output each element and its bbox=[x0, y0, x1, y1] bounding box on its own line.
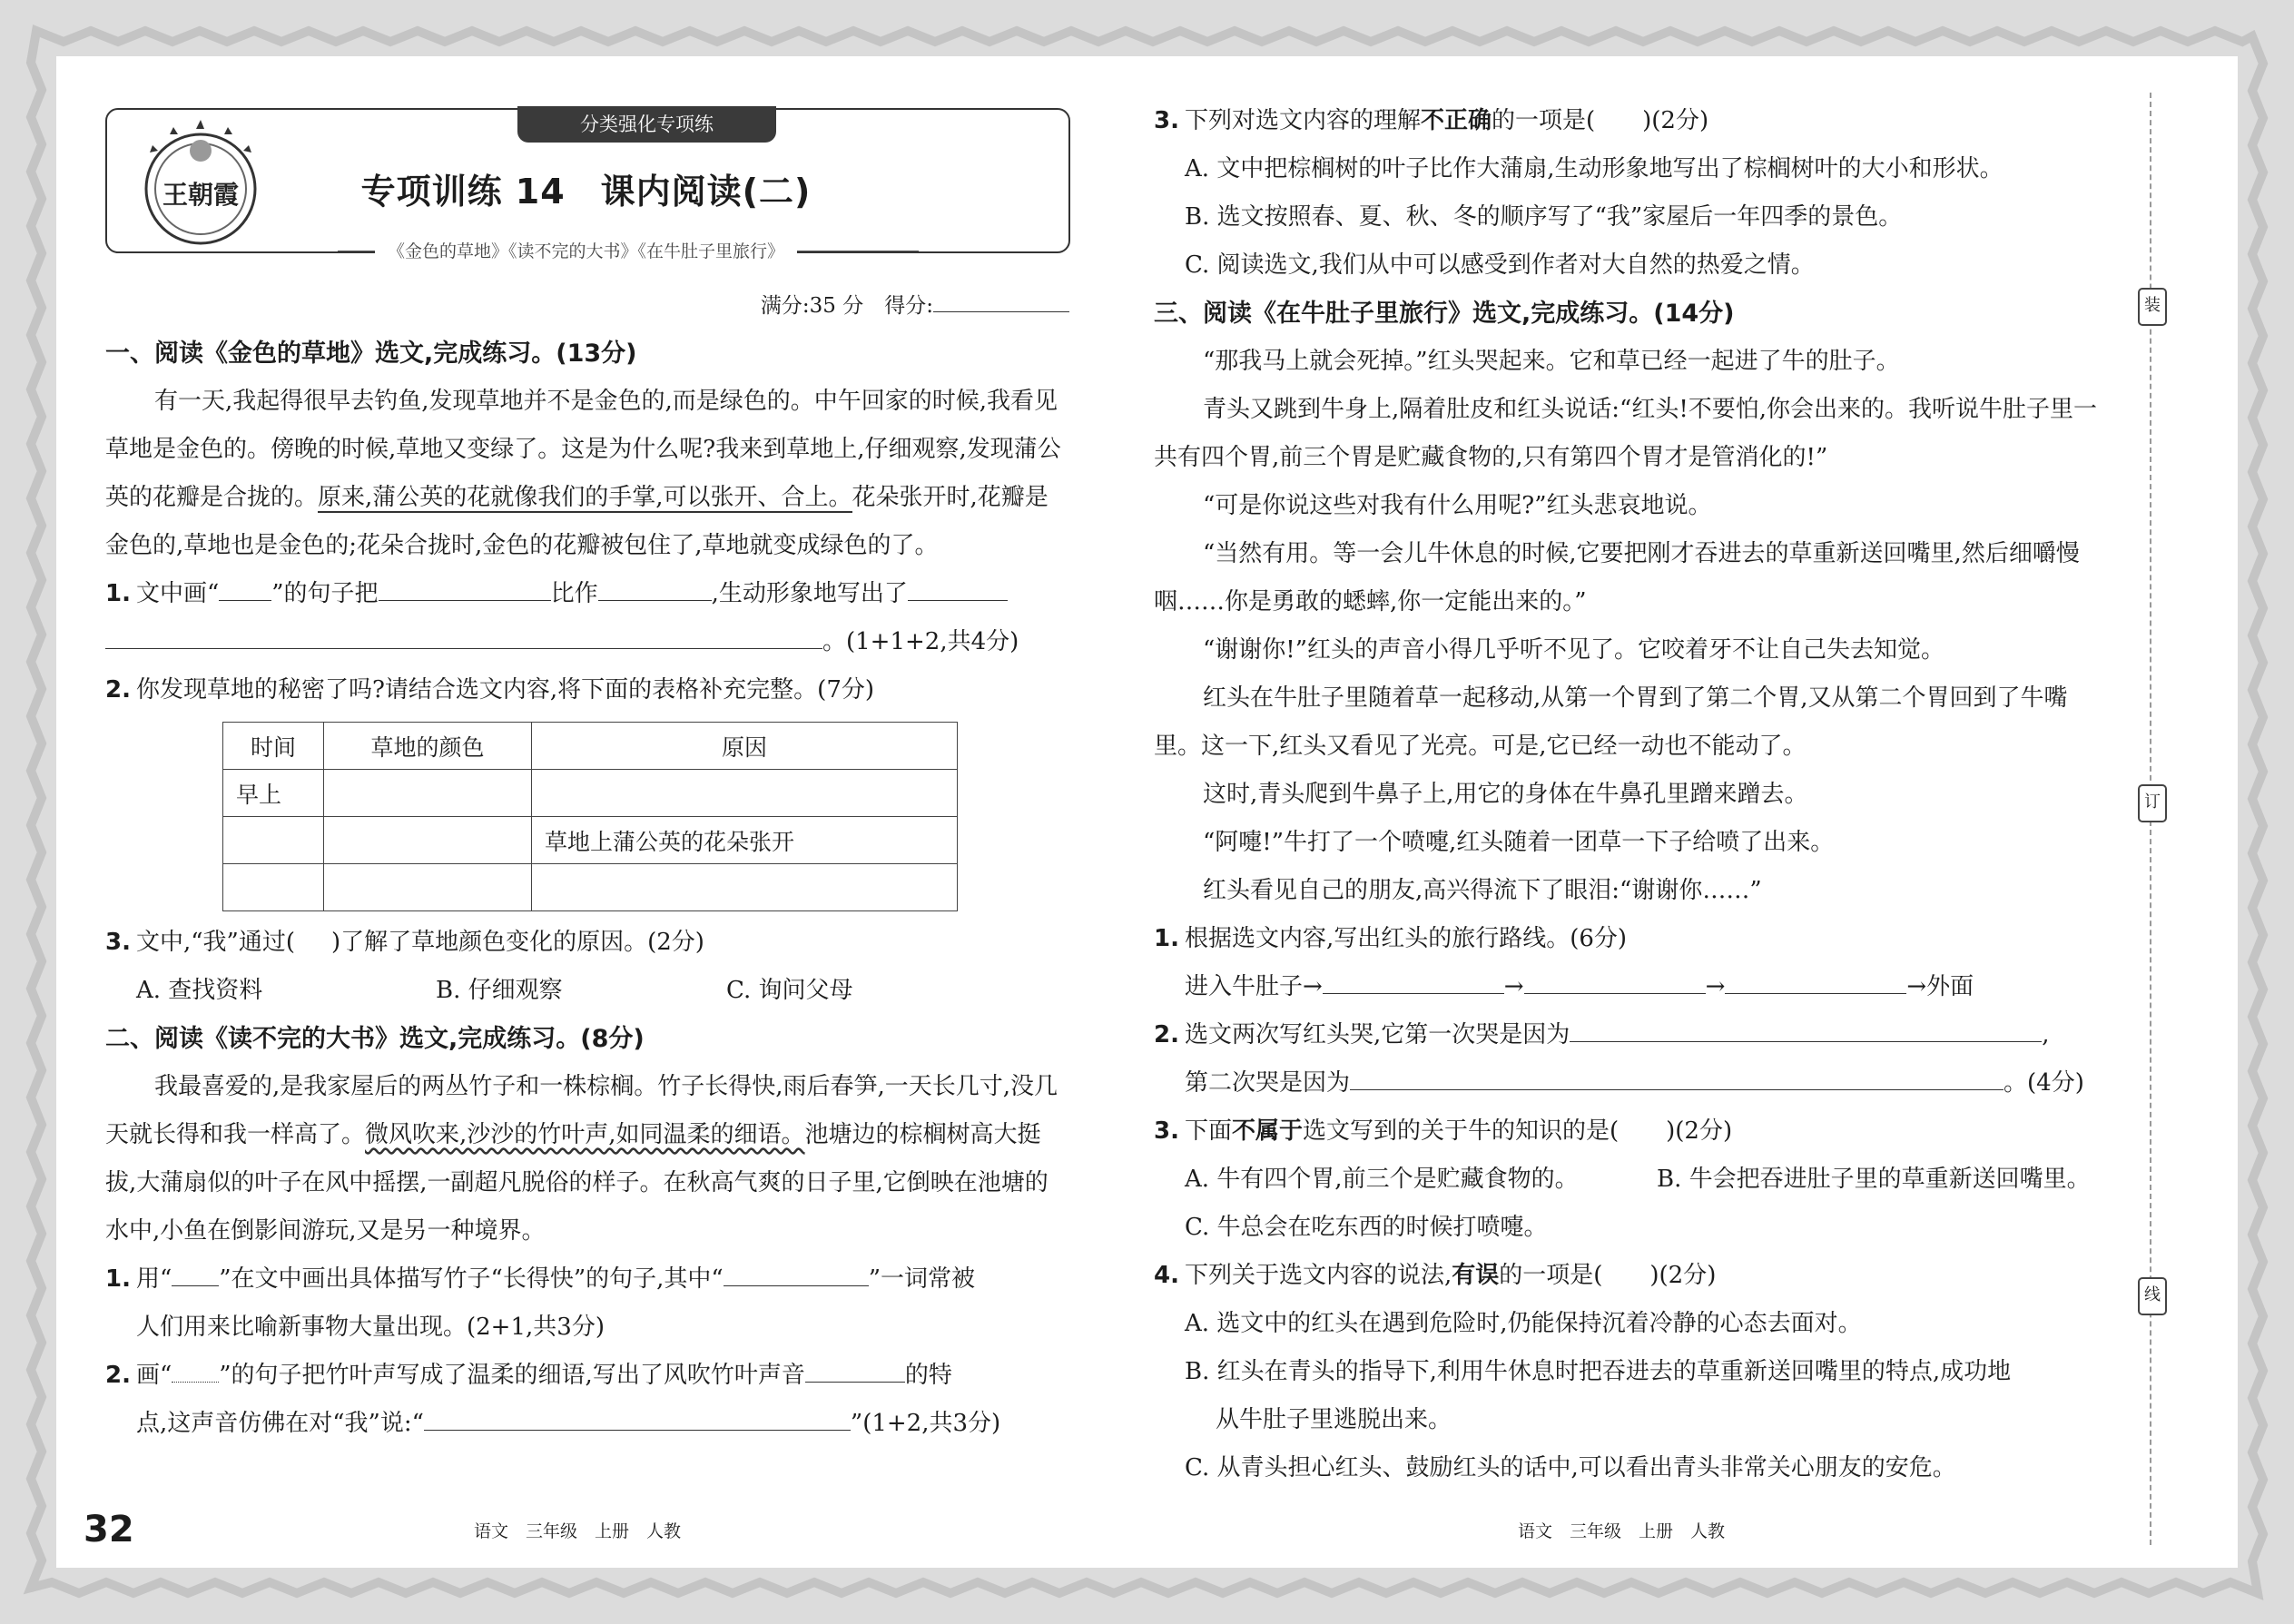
arrow-icon: → bbox=[1705, 973, 1726, 1000]
question-text: 选文两次写红头哭,它第一次哭是因为 bbox=[1184, 1021, 1570, 1048]
emphasis-text: 不正确 bbox=[1420, 107, 1492, 134]
route-line bbox=[1154, 963, 2114, 1011]
question-text: ”一词常被 bbox=[868, 1265, 975, 1293]
table-cell[interactable] bbox=[532, 864, 958, 911]
answer-blank[interactable] bbox=[1570, 1018, 2042, 1042]
question-text: 用“ bbox=[135, 1265, 172, 1293]
question-number: 2. bbox=[105, 676, 131, 704]
arrow-icon: → bbox=[1503, 973, 1524, 1000]
option-c[interactable]: C. 从青头担心红头、鼓励红头的话中,可以看出青头非常关心朋友的安危。 bbox=[1185, 1454, 1956, 1481]
s3-question-1 bbox=[1154, 915, 2114, 963]
right-footer: 语文 三年级 上册 人教 bbox=[1518, 1521, 1726, 1541]
passage-text: 池塘边的棕榈树高大挺拔,大蒲扇似的叶子在风中摇摆,一副超凡脱俗的样子。在秋高气爽的日子里,它倒映在池塘的水中,小鱼在倒影间游玩,又是另一种境界。 bbox=[105, 1121, 1049, 1245]
s1-question-3 bbox=[105, 919, 1069, 967]
s1-question-1 bbox=[105, 570, 1069, 666]
question-text: 的一项是( )(2分) bbox=[1492, 107, 1709, 134]
section-3-heading: 三、阅读《在牛肚子里旅行》选文,完成练习。(14分) bbox=[1154, 300, 1735, 328]
binding-tab: 装 bbox=[2138, 288, 2167, 326]
s3-q3-options-row bbox=[1154, 1156, 2114, 1204]
worksheet-subtitle bbox=[105, 238, 1067, 262]
question-text: ”在文中画出具体描写竹子“长得快”的句子,其中“ bbox=[219, 1265, 724, 1293]
answer-blank[interactable] bbox=[908, 576, 1008, 601]
option-b[interactable]: B. 选文按照春、夏、秋、冬的顺序写了“我”家屋后一年四季的景色。 bbox=[1185, 203, 1903, 231]
question-number: 1. bbox=[105, 580, 131, 607]
option-a[interactable]: A. 选文中的红头在遇到危险时,仍能保持沉着冷静的心态去面对。 bbox=[1185, 1310, 1862, 1337]
table-cell[interactable] bbox=[223, 864, 324, 911]
option-c[interactable]: C. 牛总会在吃东西的时候打喷嚏。 bbox=[1185, 1214, 1548, 1241]
s2-question-3 bbox=[1154, 97, 2114, 145]
answer-blank[interactable] bbox=[172, 1262, 219, 1286]
table-header-row bbox=[223, 723, 958, 770]
answer-blank[interactable] bbox=[1323, 969, 1504, 994]
passage-text: 有一天,我起得很早去钓鱼,发现草地并不是金色的,而是绿色的。中午回家的时候,我看见草地是金色的。傍晚的时候,草地又变绿了。这是为什么呢?我来到草地上,仔细观察,发现蒲公英的花瓣是合拢的。 bbox=[105, 388, 1061, 511]
s3-question-3 bbox=[1154, 1107, 2114, 1156]
question-text: 人们用来比喻新事物大量出现。(2+1,共3分) bbox=[136, 1314, 605, 1341]
question-text: 画“ bbox=[135, 1362, 172, 1389]
table-row bbox=[223, 864, 958, 911]
table-cell[interactable] bbox=[223, 817, 324, 864]
emphasis-text: 不属于 bbox=[1231, 1117, 1303, 1145]
answer-blank[interactable] bbox=[1524, 969, 1706, 994]
question-number: 4. bbox=[1154, 1262, 1179, 1289]
emphasis-text: 有误 bbox=[1452, 1262, 1500, 1289]
passage-paragraph: 红头在牛肚子里随着草一起移动,从第一个胃到了第二个胃,又从第二个胃回到了牛嘴里。这一下,红头又看见了光亮。可是,它已经一动也不能动了。 bbox=[1154, 684, 2068, 760]
question-text: ”的句子把 bbox=[271, 580, 379, 607]
question-text: 比作 bbox=[550, 580, 598, 607]
table-header: 草地的颜色 bbox=[324, 723, 532, 770]
question-text: 下列对选文内容的理解 bbox=[1184, 107, 1421, 134]
question-number: 3. bbox=[1154, 107, 1179, 134]
score-label: 满分:35 分 得分: bbox=[760, 294, 933, 318]
answer-blank[interactable] bbox=[379, 576, 551, 601]
question-text: ”的句子把竹叶声写成了温柔的细语,写出了风吹竹叶声音 bbox=[219, 1362, 805, 1389]
passage-paragraph: “可是你说这些对我有什么用呢?”红头悲哀地说。 bbox=[1203, 492, 1712, 519]
section-2-heading: 二、阅读《读不完的大书》选文,完成练习。(8分) bbox=[105, 1025, 645, 1053]
question-number: 3. bbox=[1154, 1117, 1179, 1145]
table-cell[interactable] bbox=[324, 817, 532, 864]
question-text: 你发现草地的秘密了吗?请结合选文内容,将下面的表格补充完整。(7分) bbox=[135, 676, 875, 704]
question-text: ”(1+2,共3分) bbox=[850, 1410, 1001, 1437]
section-2-passage bbox=[105, 1063, 1069, 1255]
route-end: →外面 bbox=[1906, 973, 1974, 1000]
answer-blank[interactable] bbox=[1350, 1066, 2004, 1090]
answer-blank[interactable] bbox=[424, 1406, 851, 1431]
question-text: 第二次哭是因为 bbox=[1185, 1069, 1351, 1097]
table-cell[interactable] bbox=[532, 770, 958, 817]
question-number: 2. bbox=[1154, 1021, 1179, 1048]
question-text: 文中画“ bbox=[135, 580, 220, 607]
question-text: 下列关于选文内容的说法, bbox=[1184, 1262, 1452, 1289]
s2-question-1 bbox=[105, 1255, 1069, 1352]
passage-paragraph: 青头又跳到牛身上,隔着肚皮和红头说话:“红头!不要怕,你会出来的。我听说牛肚子里一共有四个胃,前三个胃是贮藏食物的,只有第四个胃才是管消化的!” bbox=[1154, 396, 2098, 471]
question-text: )了解了草地颜色变化的原因。(2分) bbox=[330, 929, 704, 956]
passage-paragraph: “那我马上就会死掉。”红头哭起来。它和草已经一起进了牛的肚子。 bbox=[1203, 348, 1900, 375]
question-number: 1. bbox=[1154, 925, 1179, 952]
score-line bbox=[105, 288, 1069, 324]
binding-tab: 线 bbox=[2138, 1277, 2167, 1315]
answer-blank[interactable] bbox=[172, 1358, 219, 1383]
option-b[interactable] bbox=[1154, 1348, 2114, 1444]
worksheet-title: 专项训练 14 课内阅读(二) bbox=[360, 172, 812, 212]
answer-blank[interactable] bbox=[219, 576, 271, 601]
table-cell: 早上 bbox=[223, 770, 324, 817]
option-b[interactable]: B. 仔细观察 bbox=[436, 977, 563, 1004]
passage-text: 花朵张开时,花瓣是金色的,草地也是金色的;花朵合拢时,金色的花瓣被包住了,草地就变成绿色的了。 bbox=[105, 484, 1049, 559]
table-row bbox=[223, 770, 958, 817]
section-1-heading: 一、阅读《金色的草地》选文,完成练习。(13分) bbox=[105, 340, 637, 368]
passage-paragraph: “阿嚏!”牛打了一个喷嚏,红头随着一团草一下子给喷了出来。 bbox=[1203, 829, 1835, 856]
left-column bbox=[105, 288, 1069, 1448]
question-number: 1. bbox=[105, 1265, 131, 1293]
s1-q3-options bbox=[105, 967, 1069, 1015]
option-b-line1: B. 红头在青头的指导下,利用牛休息时把吞进去的草重新送回嘴里的特点,成功地 bbox=[1185, 1358, 2012, 1385]
option-c[interactable]: C. 阅读选文,我们从中可以感受到作者对大自然的热爱之情。 bbox=[1185, 251, 1815, 279]
option-c[interactable]: C. 询问父母 bbox=[726, 977, 853, 1004]
table-row bbox=[223, 817, 958, 864]
answer-blank[interactable] bbox=[805, 1358, 905, 1383]
answer-blank[interactable] bbox=[724, 1262, 869, 1286]
page-number: 32 bbox=[84, 1509, 134, 1550]
s2-question-2 bbox=[105, 1352, 1069, 1448]
passage-paragraph: 这时,青头爬到牛鼻子上,用它的身体在牛鼻孔里蹭来蹭去。 bbox=[1203, 781, 1808, 808]
svg-text:王朝霞: 王朝霞 bbox=[162, 180, 240, 210]
category-tag: 分类强化专项练 bbox=[517, 106, 776, 143]
option-b-line2: 从牛肚子里逃脱出来。 bbox=[1216, 1406, 1452, 1433]
binding-tab: 订 bbox=[2138, 784, 2167, 822]
question-text: 的特 bbox=[904, 1362, 952, 1389]
answer-blank[interactable] bbox=[598, 576, 712, 601]
answer-table bbox=[222, 722, 958, 911]
worksheet-page bbox=[56, 56, 2238, 1568]
table-cell: 草地上蒲公英的花朵张开 bbox=[532, 817, 958, 864]
wavy-underlined-sentence: 微风吹来,沙沙的竹叶声,如同温柔的细语。 bbox=[365, 1121, 805, 1148]
s1-question-2 bbox=[105, 666, 1069, 714]
answer-blank[interactable] bbox=[1725, 969, 1906, 994]
passage-text: 我最喜爱的,是我家屋后的两丛竹子和一株棕榈。竹子长得快,雨后春笋,一天长几寸,没几天就长得和我一样高了。 bbox=[105, 1073, 1058, 1148]
table-header: 时间 bbox=[223, 723, 324, 770]
passage-paragraph: “当然有用。等一会儿牛休息的时候,它要把刚才吞进去的草重新送回嘴里,然后细嚼慢咽……你是勇敢的蟋蟀,你一定能出来的。” bbox=[1154, 540, 2080, 615]
section-1-passage bbox=[105, 378, 1069, 570]
s3-question-2 bbox=[1154, 1011, 2114, 1107]
question-text: 点,这声音仿佛在对“我”说:“ bbox=[136, 1410, 424, 1437]
table-header: 原因 bbox=[532, 723, 958, 770]
question-text: 根据选文内容,写出红头的旅行路线。(6分) bbox=[1184, 925, 1628, 952]
left-footer: 语文 三年级 上册 人教 bbox=[474, 1521, 682, 1541]
table-cell[interactable] bbox=[324, 864, 532, 911]
option-b[interactable]: B. 牛会把吞进肚子里的草重新送回嘴里。 bbox=[1657, 1166, 2091, 1193]
right-column bbox=[1154, 97, 2114, 1492]
question-number: 3. bbox=[105, 929, 131, 956]
passage-paragraph: 红头看见自己的朋友,高兴得流下了眼泪:“谢谢你……” bbox=[1203, 877, 1762, 904]
question-text: 的一项是( )(2分) bbox=[1499, 1262, 1717, 1289]
option-a[interactable]: A. 文中把棕榈树的叶子比作大蒲扇,生动形象地写出了棕榈树叶的大小和形状。 bbox=[1185, 155, 2004, 182]
route-start: 进入牛肚子→ bbox=[1185, 973, 1323, 1000]
option-a[interactable]: A. 查找资料 bbox=[136, 977, 263, 1004]
question-text: 。(1+1+2,共4分) bbox=[822, 628, 1019, 655]
answer-blank[interactable] bbox=[105, 625, 822, 649]
s3-question-4 bbox=[1154, 1252, 2114, 1300]
table-cell[interactable] bbox=[324, 770, 532, 817]
question-text: 文中,“我”通过( bbox=[135, 929, 295, 956]
question-text: , bbox=[2042, 1021, 2050, 1048]
question-text: 下面 bbox=[1184, 1117, 1232, 1145]
question-text: 。(4分) bbox=[2004, 1069, 2084, 1097]
passage-paragraph: “谢谢你!”红头的声音小得几乎听不见了。它咬着牙不让自己失去知觉。 bbox=[1203, 636, 1945, 664]
underlined-sentence: 原来,蒲公英的花就像我们的手掌,可以张开、合上。 bbox=[318, 484, 852, 511]
question-number: 2. bbox=[105, 1362, 131, 1389]
score-blank[interactable] bbox=[933, 288, 1069, 312]
subtitle-text: 《金色的草地》《读不完的大书》《在牛肚子里旅行》 bbox=[375, 241, 797, 261]
option-a[interactable]: A. 牛有四个胃,前三个是贮藏食物的。 bbox=[1185, 1166, 1579, 1193]
question-text: ,生动形象地写出了 bbox=[711, 580, 908, 607]
question-text: 选文写到的关于牛的知识的是( )(2分) bbox=[1303, 1117, 1733, 1145]
